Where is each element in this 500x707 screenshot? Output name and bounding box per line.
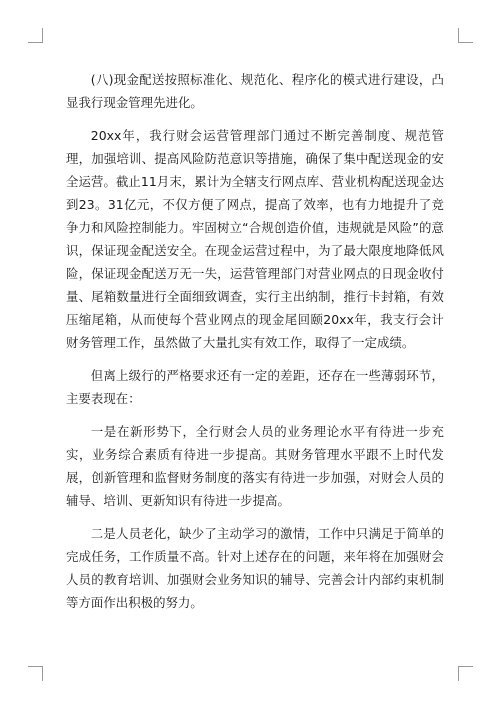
paragraph-shortcomings-intro: 但离上级行的严格要求还有一定的差距，还存在一些薄弱环节，主要表现在： [66,368,444,406]
crop-mark-top-left [28,28,43,43]
paragraph-shortcoming-two: 二是人员老化，缺少了主动学习的激情，工作中只满足于简单的完成任务，工作质量不高。针对上述存在的问题，来年将在加强财会人员的教育培训、加强财会业务知识的辅导、完善会计内部约束机制等方面作出积极的努力。 [66,526,444,610]
paragraph-cash-distribution: (八)现金配送按照标准化、规范化、程序化的模式进行建设，凸显我行现金管理先进化。 [66,72,444,110]
paragraph-shortcoming-one: 一是在新形势下，全行财会人员的业务理论水平有待进一步充实，业务综合素质有待进一步提高。其财务管理水平跟不上时代发展，创新管理和监督财务制度的落实有待进一步加强，对财会人员的辅导、培训、更新知识有待进一步提高。 [66,424,444,508]
crop-mark-top-right [458,28,473,43]
crop-mark-bottom-right [458,666,473,681]
paragraph-operations-summary: 20xx年，我行财会运营管理部门通过不断完善制度、规范管理，加强培训、提高风险防范意识等措施，确保了集中配送现金的安全运营。截止11月末，累计为全辖支行网点库、营业机构配送现金达到23。31亿元，不仅方便了网点，提高了效率，也有力地提升了竞争力和风险控制能力。牢固树立“合规创造价值，违规就是风险”的意识，保证现金配送安全。在现金运营过程中，为了最大限度地降低风险，保证现金配送万无一失，运营管理部门对营业网点的日现金收付量、尾箱数量进行全面细致调查，实行主出纳制，推行卡封箱，有效压缩尾箱，从而使每个营业网点的现金尾回颐20xx年，我支行会计财务管理工作，虽然做了大量扎实有效工作，取得了一定成绩。 [66,128,444,350]
crop-mark-bottom-left [28,666,43,681]
document-body [66,68,444,624]
